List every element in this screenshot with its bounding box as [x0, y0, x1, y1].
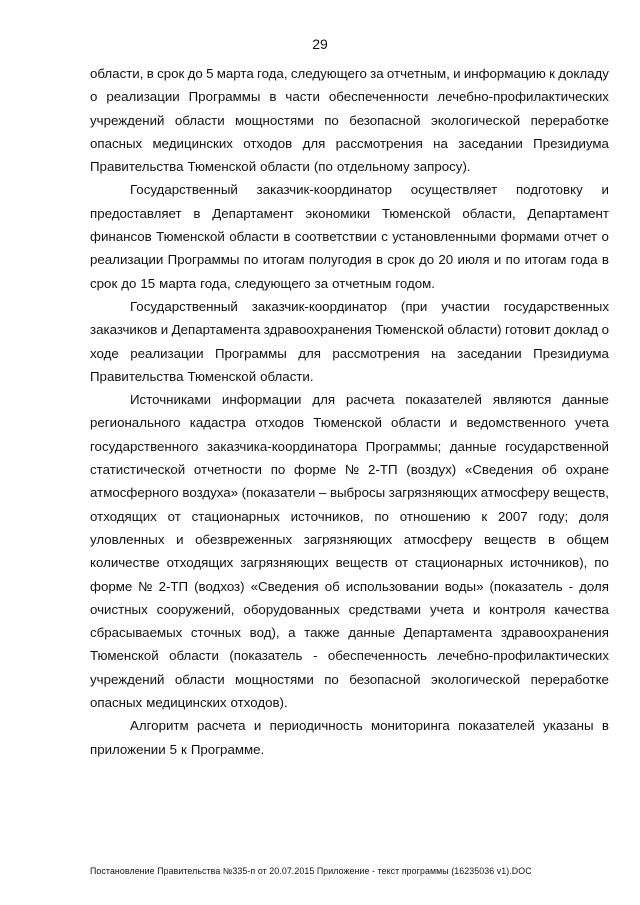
paragraph-line: ходе реализации Программы для рассмотрения на заседании Президиума — [90, 345, 609, 361]
paragraph-line: Правительства Тюменской области (по отдельному запросу). — [90, 159, 471, 175]
paragraph-line: заказчиков и Департамента здравоохранения Тюменской области) готовит доклад о — [90, 322, 609, 338]
paragraph-line: реализации Программы по итогам полугодия в срок до 20 июля и по итогам года в — [90, 252, 609, 268]
paragraph-line: форме № 2-ТП (водхоз) «Сведения об использовании воды» (показатель - доля — [90, 578, 609, 594]
paragraph — [90, 62, 609, 178]
paragraph-line: сбрасываемых сточных вод), а также данные Департамента здравоохранения — [90, 625, 609, 641]
paragraph-line: количестве отходящих загрязняющих веществ от стационарных источников), по — [90, 555, 609, 571]
paragraph-line: опасных медицинских отходов для рассмотрения на заседании Президиума — [90, 135, 609, 151]
paragraph-line: Правительства Тюменской области. — [90, 368, 314, 384]
paragraph-line: о реализации Программы в части обеспеченности лечебно-профилактических — [90, 89, 609, 105]
paragraph-line: государственного заказчика-координатора Программы; данные государственной — [90, 438, 609, 454]
document-footer: Постановление Правительства №335-п от 20.07.2015 Приложение - текст программы (16235036 v1).DOC — [90, 866, 532, 876]
paragraph — [90, 178, 609, 294]
page-number: 29 — [312, 36, 328, 52]
paragraph-line: регионального кадастра отходов Тюменской области и ведомственного учета — [90, 415, 609, 431]
paragraph-line: области, в срок до 5 марта года, следующего за отчетным, и информацию к докладу — [90, 66, 609, 81]
paragraph-line: учреждений области мощностями по безопасной экологической переработке — [90, 112, 609, 128]
paragraph-line: статистической отчетности по форме № 2-ТП (воздух) «Сведения об охране — [90, 462, 609, 478]
paragraph — [90, 714, 609, 761]
paragraph-line: Государственный заказчик-координатор осуществляет подготовку и — [130, 182, 609, 198]
paragraph-line: Источниками информации для расчета показателей являются данные — [130, 392, 609, 408]
paragraph — [90, 388, 609, 714]
paragraph-line: отходящих от стационарных источников, по отношению к 2007 году; доля — [90, 508, 609, 524]
paragraph-line: срок до 15 марта года, следующего за отчетным годом. — [90, 275, 435, 291]
paragraph-line: приложении 5 к Программе. — [90, 741, 265, 757]
paragraph-line: финансов Тюменской области в соответствии с установленными формами отчет о — [90, 229, 609, 245]
body-text — [90, 62, 609, 761]
paragraph-line: Алгоритм расчета и периодичность мониторинга показателей указаны в — [130, 718, 609, 734]
paragraph-line: предоставляет в Департамент экономики Тюменской области, Департамент — [90, 205, 609, 221]
paragraph-line: Тюменской области (показатель - обеспеченность лечебно-профилактических — [90, 648, 609, 664]
paragraph-line: атмосферного воздуха» (показатели – выбросы загрязняющих атмосферу веществ, — [90, 485, 609, 501]
paragraph-line: очистных сооружений, оборудованных средствами учета и контроля качества — [90, 601, 609, 617]
paragraph — [90, 295, 609, 388]
paragraph-line: Государственный заказчик-координатор (при участии государственных — [130, 298, 609, 314]
paragraph-line: опасных медицинских отходов). — [90, 695, 288, 711]
paragraph-line: уловленных и обезвреженных загрязняющих атмосферу веществ в общем — [90, 531, 609, 547]
paragraph-line: учреждений области мощностями по безопасной экологической переработке — [90, 671, 609, 687]
